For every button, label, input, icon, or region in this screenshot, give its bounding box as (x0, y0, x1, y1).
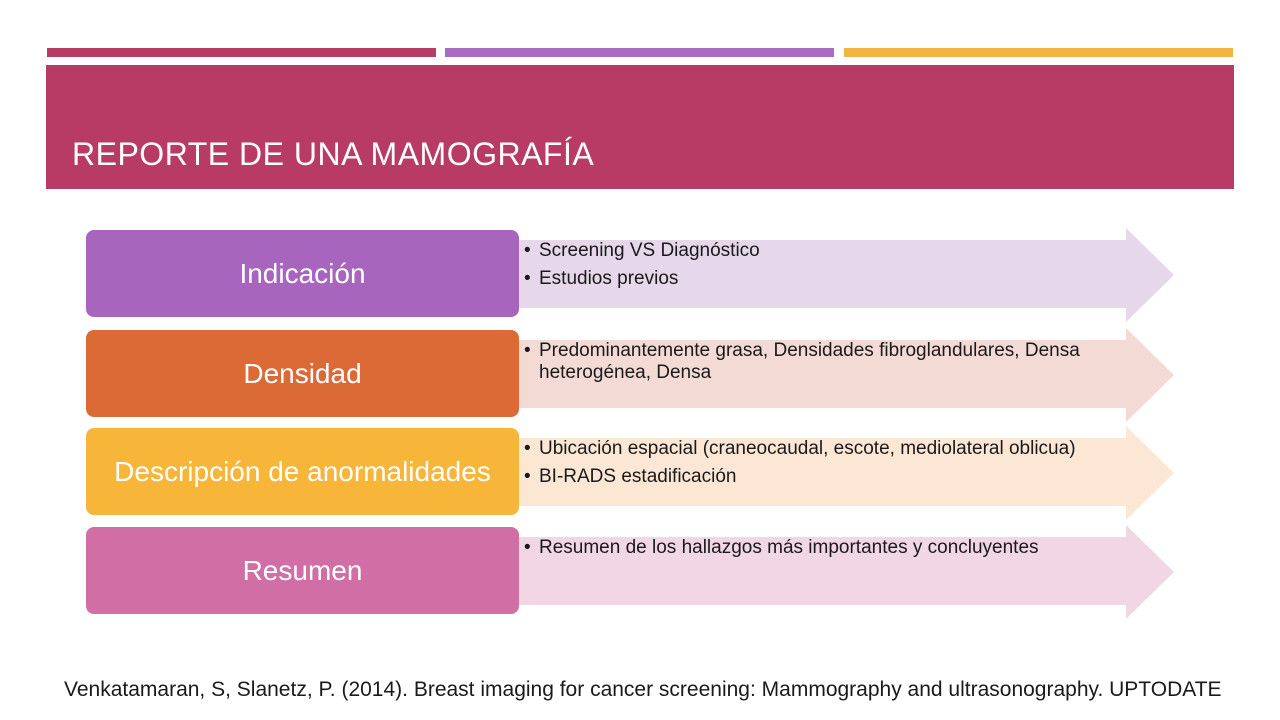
label-box: Densidad (86, 330, 519, 417)
label-box: Resumen (86, 527, 519, 614)
process-row-densidad (86, 330, 1176, 420)
accent-bar-yellow (844, 48, 1233, 57)
bullet-list (524, 438, 1144, 495)
bullet-item: • BI-RADS estadificación (524, 466, 1144, 488)
label-box: Descripción de anormalidades (86, 428, 519, 515)
process-row-resumen (86, 527, 1176, 617)
bullet-item: • Predominantemente grasa, Densidades fibroglandulares, Densa heterogénea, Densa (524, 340, 1144, 385)
label-box: Indicación (86, 230, 519, 317)
bullet-list (524, 240, 1144, 297)
bullet-item: • Resumen de los hallazgos más importantes y concluyentes (524, 537, 1144, 559)
process-row-indicacion (86, 230, 1176, 320)
bullet-item: • Screening VS Diagnóstico (524, 240, 1144, 262)
bullet-list (524, 537, 1144, 565)
bullet-list (524, 340, 1144, 391)
slide-title: REPORTE DE UNA MAMOGRAFÍA (72, 136, 595, 172)
citation: Venkatamaran, S, Slanetz, P. (2014). Breast imaging for cancer screening: Mammography and ultrasonography. UPTODATE (64, 678, 1222, 701)
accent-bar-purple (445, 48, 834, 57)
accent-bar-red (47, 48, 436, 57)
bullet-item: • Ubicación espacial (craneocaudal, escote, mediolateral oblicua) (524, 438, 1144, 460)
bullet-item: • Estudios previos (524, 268, 1144, 290)
process-row-descripcion (86, 428, 1176, 518)
